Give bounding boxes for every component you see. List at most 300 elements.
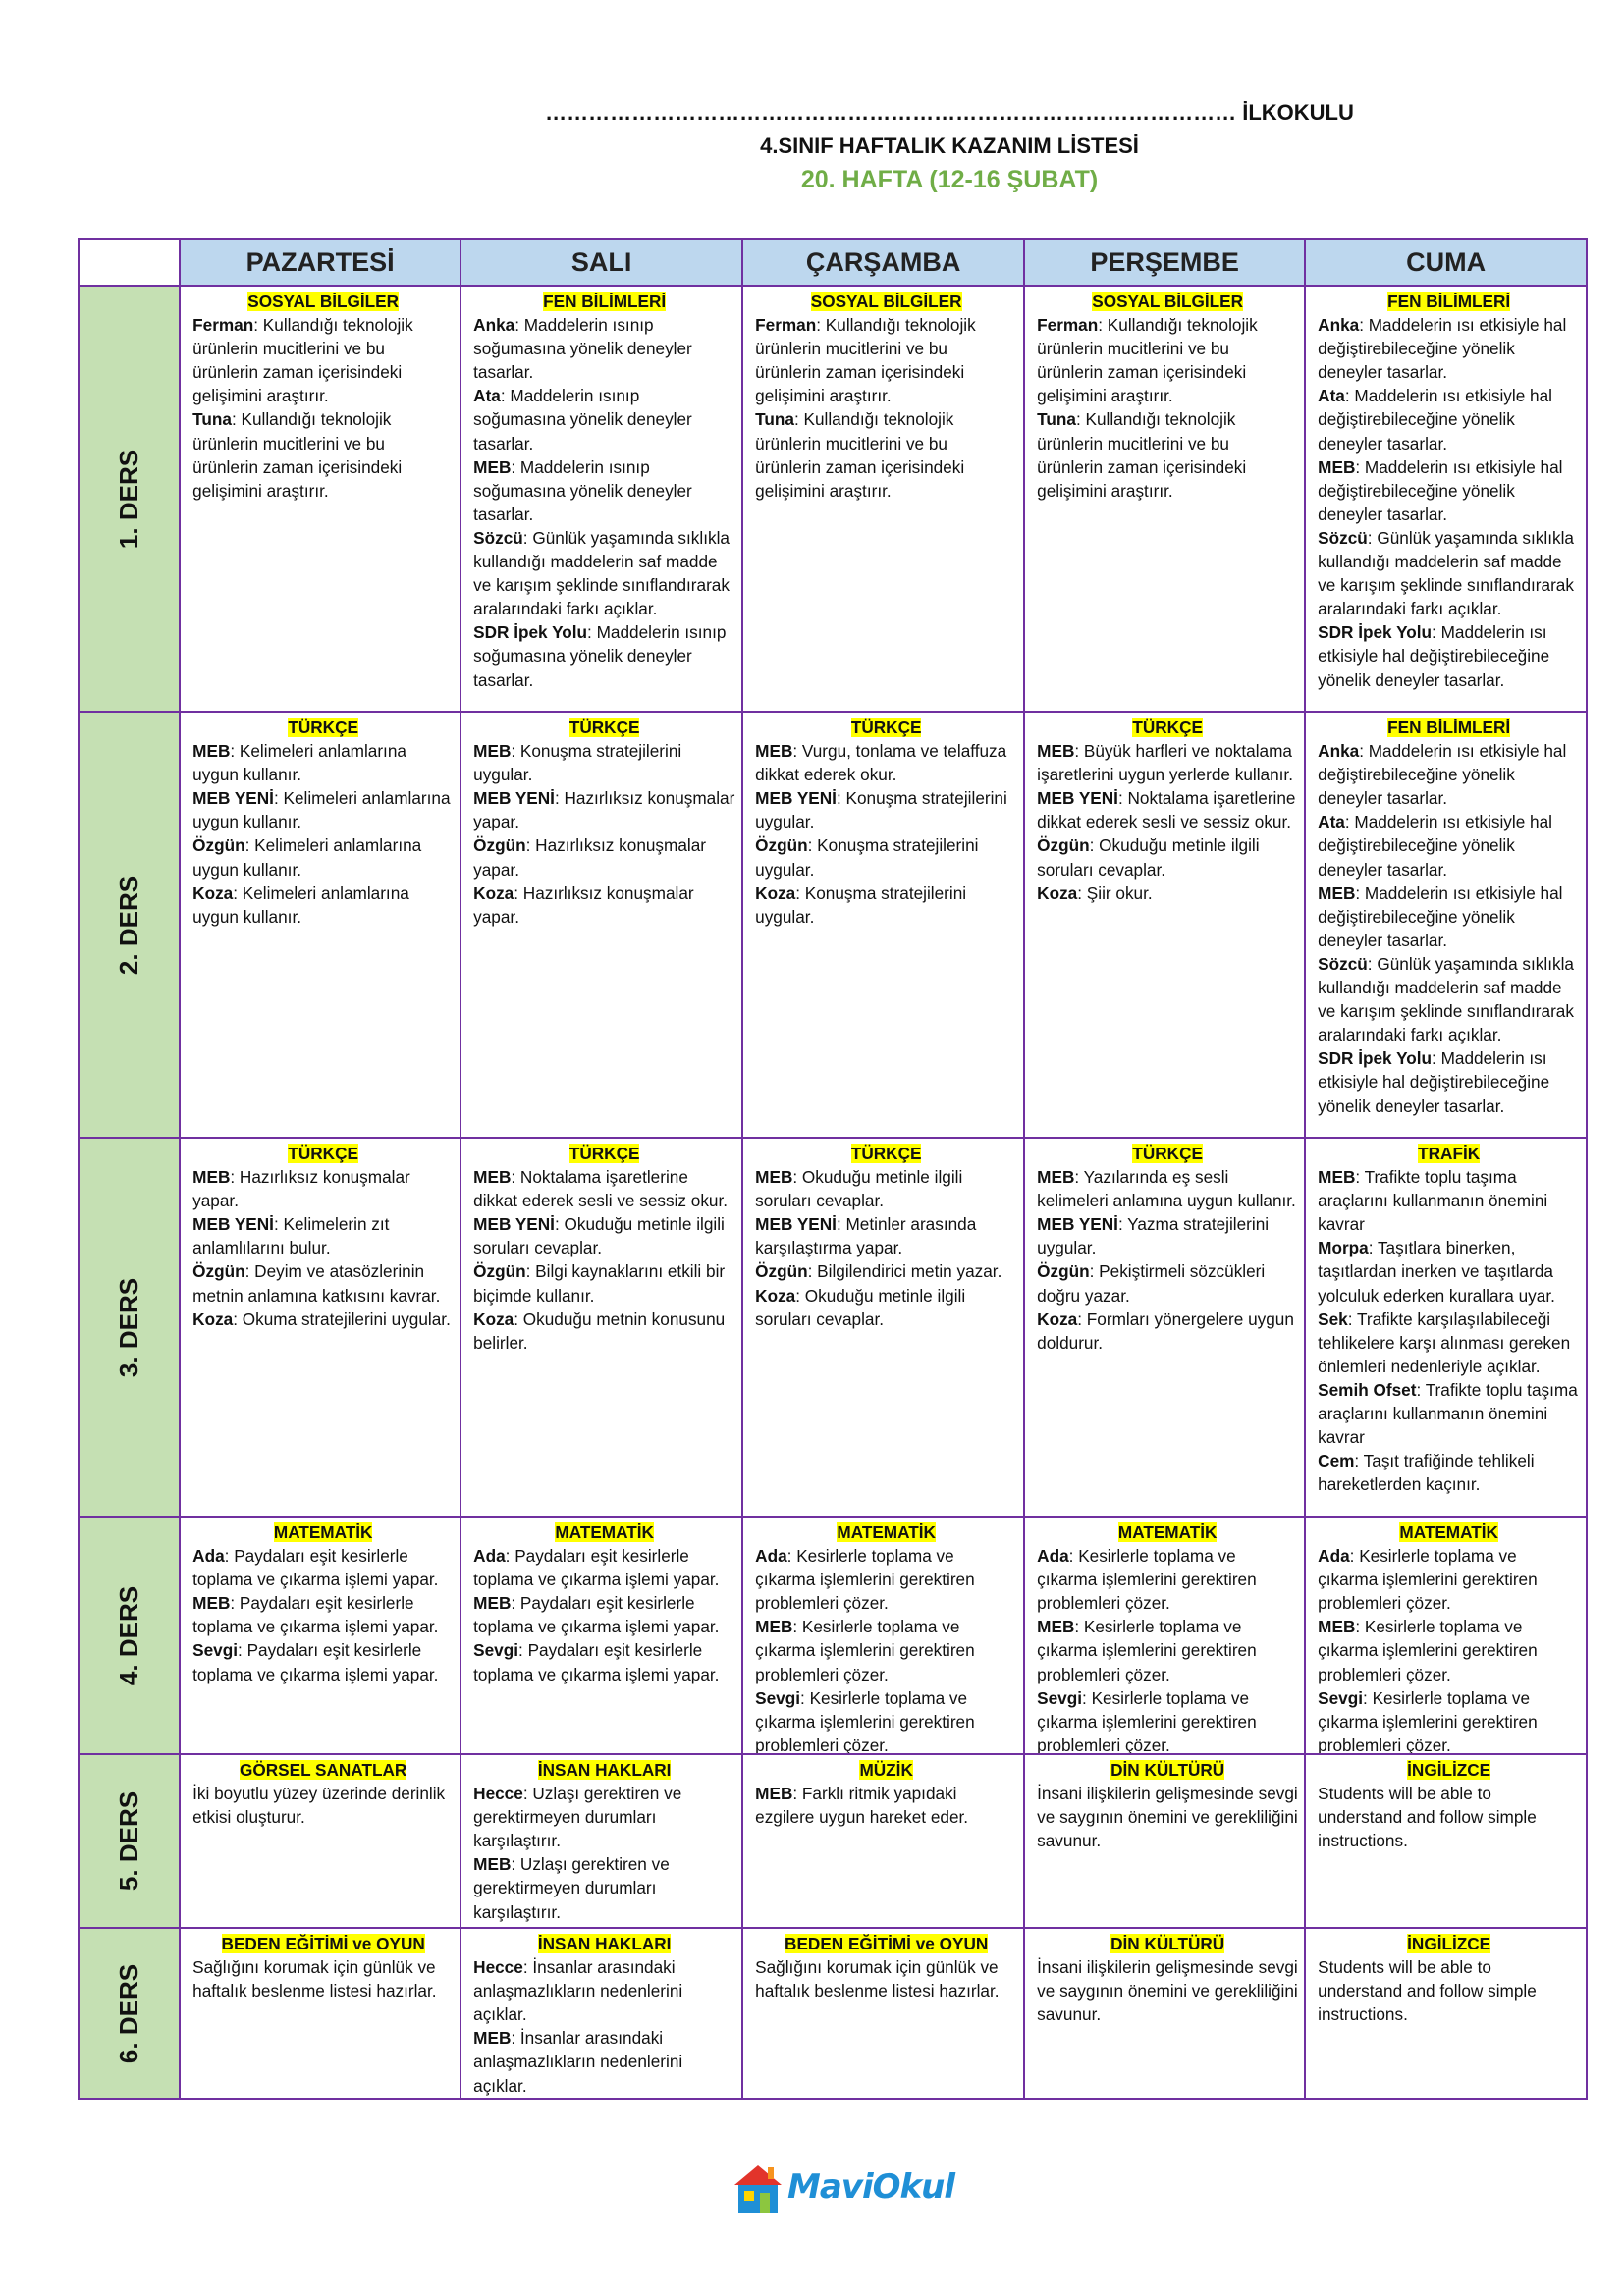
objective-text: : İnsanlar arasındaki anlaşmazlıkların nedenlerini açıklar. bbox=[473, 1957, 683, 2025]
subject-label bbox=[755, 1932, 1017, 1955]
objective-entry bbox=[192, 1165, 454, 1212]
objective-text: : Konuşma stratejilerini uygular. bbox=[755, 788, 1007, 832]
objective-text: : Maddelerin ısı etkisiyle hal değiştirebileceğine yönelik deneyler tasarlar. bbox=[1318, 315, 1567, 383]
logo-text: MaviOkul bbox=[787, 2167, 954, 2207]
objective-entry bbox=[1037, 1212, 1298, 1259]
objective-text: : Trafikte toplu taşıma araçlarını kullanmanın önemini kavrar bbox=[1318, 1379, 1578, 1448]
objective-entry bbox=[192, 1544, 454, 1591]
cell-content bbox=[181, 287, 460, 711]
objective-entry bbox=[192, 739, 454, 786]
subject-label-text: MATEMATİK bbox=[273, 1522, 373, 1542]
objective-entry bbox=[755, 1615, 1017, 1685]
subject-label bbox=[1318, 1758, 1580, 1782]
objective-text: : Maddelerin ısı etkisiyle hal değiştirebileceğine yönelik deneyler tasarlar. bbox=[1318, 1048, 1550, 1116]
schedule-cell bbox=[742, 712, 1024, 1138]
objective-entry bbox=[755, 1955, 1017, 2002]
schedule-cell bbox=[742, 1517, 1024, 1754]
schedule-cell bbox=[1305, 1138, 1587, 1517]
lesson-row bbox=[79, 1928, 1587, 2099]
objective-entry bbox=[1318, 810, 1580, 881]
objective-text: : Kesirlerle toplama ve çıkarma işlemlerini gerektiren problemleri çözer. bbox=[1037, 1546, 1257, 1614]
objective-text: : Yazılarında eş sesli kelimeleri anlamına uygun kullanır. bbox=[1037, 1167, 1296, 1211]
subject-label-text: DİN KÜLTÜRÜ bbox=[1110, 1934, 1225, 1953]
source-name: SDR İpek Yolu bbox=[473, 622, 588, 643]
subject-label-text: FEN BİLİMLERİ bbox=[1387, 292, 1511, 311]
source-name: Özgün bbox=[755, 1261, 808, 1282]
objective-entry bbox=[1318, 1544, 1580, 1615]
subject-label-text: TÜRKÇE bbox=[288, 718, 358, 737]
lesson-label-text: 3. DERS bbox=[114, 1277, 144, 1377]
objective-text: : Kesirlerle toplama ve çıkarma işlemlerini gerektiren problemleri çözer. bbox=[1037, 1617, 1257, 1684]
source-name: Koza bbox=[755, 882, 796, 903]
source-name: Koza bbox=[192, 1308, 234, 1329]
source-name: Koza bbox=[1037, 1308, 1078, 1329]
objective-text: : Bilgilendirici metin yazar. bbox=[807, 1261, 1002, 1282]
objective-text: : Hazırlıksız konuşmalar yapar. bbox=[473, 788, 735, 832]
day-header: ÇARŞAMBA bbox=[742, 239, 1024, 286]
source-name: Ata bbox=[473, 386, 501, 406]
source-name: MEB YENİ bbox=[192, 788, 274, 809]
source-name: MEB bbox=[1318, 1167, 1356, 1188]
source-name: Sevgi bbox=[755, 1687, 801, 1708]
cell-content bbox=[1025, 713, 1304, 1137]
source-name: Tuna bbox=[755, 409, 794, 430]
objective-entry bbox=[755, 407, 1017, 502]
subject-label-text: İNSAN HAKLARI bbox=[537, 1760, 672, 1780]
lesson-label bbox=[79, 1754, 180, 1928]
schedule-cell bbox=[180, 1754, 460, 1928]
subject-label-text: TÜRKÇE bbox=[288, 1144, 358, 1163]
source-name: Sevgi bbox=[192, 1640, 239, 1661]
cell-content bbox=[461, 1755, 741, 1927]
objective-text: : Pekiştirmeli sözcükleri doğru yazar. bbox=[1037, 1261, 1266, 1306]
objective-text: : Paydaları eşit kesirlerle toplama ve çıkarma işlemi yapar. bbox=[192, 1640, 439, 1684]
source-name: Sözcü bbox=[1318, 953, 1368, 974]
source-name: MEB bbox=[192, 1167, 231, 1188]
schedule-cell bbox=[1024, 1754, 1305, 1928]
objective-entry bbox=[755, 1686, 1017, 1753]
source-name: Özgün bbox=[192, 835, 245, 856]
objective-entry bbox=[473, 526, 735, 620]
objective-entry bbox=[192, 1955, 454, 2002]
schedule-cell bbox=[460, 1754, 742, 1928]
source-name: Özgün bbox=[473, 1261, 526, 1282]
source-name: Hecce bbox=[473, 1957, 523, 1978]
objective-entry bbox=[1318, 1782, 1580, 1852]
objective-entry bbox=[755, 833, 1017, 881]
objective-entry bbox=[755, 881, 1017, 929]
schedule-cell bbox=[180, 1517, 460, 1754]
subject-label-text: SOSYAL BİLGİLER bbox=[247, 292, 400, 311]
subject-label bbox=[192, 1758, 454, 1782]
objective-text: : Maddelerin ısı etkisiyle hal değiştirebileceğine yönelik deneyler tasarlar. bbox=[1318, 812, 1552, 880]
subject-label-text: MÜZİK bbox=[859, 1760, 913, 1780]
corner-cell bbox=[79, 239, 180, 286]
source-name: Ferman bbox=[755, 315, 817, 336]
source-name: MEB bbox=[473, 2028, 512, 2049]
source-name: Morpa bbox=[1318, 1238, 1369, 1258]
objective-entry bbox=[1318, 881, 1580, 952]
objective-text: : Deyim ve atasözlerinin metnin anlamına katkısını kavrar. bbox=[192, 1261, 441, 1306]
source-name: Anka bbox=[1318, 315, 1360, 336]
objective-entry bbox=[1037, 881, 1298, 905]
objective-entry bbox=[1037, 1259, 1298, 1307]
objective-text: : Kullandığı teknolojik ürünlerin mucitlerini ve bu ürünlerin zaman içerisindeki gelişimini araştırır. bbox=[755, 315, 976, 406]
weekly-schedule-table bbox=[78, 238, 1588, 2100]
source-name: Sevgi bbox=[1037, 1687, 1083, 1708]
subject-label-text: İNGİLİZCE bbox=[1407, 1934, 1491, 1953]
objective-entry bbox=[1318, 313, 1580, 384]
subject-label-text: MATEMATİK bbox=[1117, 1522, 1218, 1542]
cell-content bbox=[181, 1755, 460, 1927]
schedule-cell bbox=[460, 1928, 742, 2099]
source-name: MEB bbox=[1318, 882, 1356, 903]
subject-label-text: BEDEN EĞİTİMİ ve OYUN bbox=[221, 1934, 425, 1953]
objective-text: : İnsanlar arasındaki anlaşmazlıkların nedenlerini açıklar. bbox=[473, 2028, 683, 2096]
objective-entry bbox=[1037, 1165, 1298, 1212]
objective-entry bbox=[1318, 952, 1580, 1046]
objective-entry bbox=[473, 1591, 735, 1638]
lesson-row bbox=[79, 1754, 1587, 1928]
source-name: MEB bbox=[473, 741, 512, 762]
source-name: MEB bbox=[473, 1167, 512, 1188]
objective-entry bbox=[192, 881, 454, 929]
lesson-row bbox=[79, 712, 1587, 1138]
objective-text: : Okuduğu metinle ilgili soruları cevaplar. bbox=[1037, 835, 1260, 880]
objective-text: : Vurgu, tonlama ve telaffuza dikkat ederek okur. bbox=[755, 741, 1007, 785]
objective-text: : Yazma stratejilerini uygular. bbox=[1037, 1214, 1270, 1258]
source-name: MEB bbox=[755, 1167, 793, 1188]
subject-label bbox=[1037, 290, 1298, 313]
cell-content bbox=[1025, 1139, 1304, 1516]
objective-entry bbox=[1037, 833, 1298, 881]
source-name: Sevgi bbox=[473, 1640, 519, 1661]
objective-text: : Metinler arasında karşılaştırma yapar. bbox=[755, 1214, 977, 1258]
objective-text: : Kullandığı teknolojik ürünlerin mucitlerini ve bu ürünlerin zaman içerisindeki gelişimini araştırır. bbox=[1037, 315, 1258, 406]
objective-entry bbox=[755, 1212, 1017, 1259]
subject-label-text: SOSYAL BİLGİLER bbox=[1092, 292, 1244, 311]
source-name: Ata bbox=[1318, 812, 1345, 832]
objective-entry bbox=[1318, 526, 1580, 620]
objective-text: : Konuşma stratejilerini uygular. bbox=[755, 835, 979, 880]
objective-entry bbox=[1318, 1955, 1580, 2026]
source-name: Ata bbox=[1318, 386, 1345, 406]
objective-text: : Okuduğu metinle ilgili soruları cevaplar. bbox=[755, 1285, 966, 1329]
objective-entry bbox=[1037, 1686, 1298, 1753]
source-name: MEB bbox=[1318, 1617, 1356, 1637]
objective-entry bbox=[473, 1259, 735, 1307]
objective-entry bbox=[755, 1259, 1017, 1283]
subject-label bbox=[755, 1142, 1017, 1165]
objective-text: : Formları yönergelere uygun doldurur. bbox=[1037, 1308, 1294, 1353]
objective-entry bbox=[755, 786, 1017, 833]
schedule-cell bbox=[1024, 1928, 1305, 2099]
source-name: Ada bbox=[755, 1546, 787, 1567]
objective-entry bbox=[1318, 1165, 1580, 1236]
subject-label bbox=[1037, 1521, 1298, 1544]
objective-text: : Kelimeleri anlamlarına uygun kullanır. bbox=[192, 882, 409, 927]
objective-text: : Noktalama işaretlerine dikkat ederek sesli ve sessiz okur. bbox=[473, 1167, 729, 1211]
cell-content bbox=[461, 287, 741, 711]
schedule-cell bbox=[460, 286, 742, 712]
cell-content bbox=[1025, 1518, 1304, 1753]
source-name: MEB YENİ bbox=[755, 788, 837, 809]
objective-entry bbox=[1037, 1782, 1298, 1852]
objective-text: : Hazırlıksız konuşmalar yapar. bbox=[473, 882, 694, 927]
objective-text: : Paydaları eşit kesirlerle toplama ve çıkarma işlemi yapar. bbox=[473, 1593, 720, 1637]
objective-text: : Farklı ritmik yapıdaki ezgilere uygun hareket eder. bbox=[755, 1784, 969, 1828]
schedule-cell bbox=[460, 1517, 742, 1754]
source-name: MEB YENİ bbox=[473, 788, 555, 809]
objective-entry bbox=[1318, 739, 1580, 810]
objective-text: : Uzlaşı gerektiren ve gerektirmeyen durumları karşılaştırır. bbox=[473, 1784, 682, 1851]
cell-content bbox=[1025, 1755, 1304, 1927]
subject-label-text: MATEMATİK bbox=[1399, 1522, 1498, 1542]
objective-entry bbox=[755, 1544, 1017, 1615]
objective-text: : Okuma stratejilerini uygular. bbox=[233, 1308, 451, 1329]
objective-entry bbox=[473, 1955, 735, 2026]
objective-text: : Okuduğu metinle ilgili soruları cevaplar. bbox=[473, 1214, 725, 1258]
cell-content bbox=[181, 1518, 460, 1753]
subject-label bbox=[473, 1758, 735, 1782]
source-name: Özgün bbox=[192, 1261, 245, 1282]
cell-content bbox=[181, 1929, 460, 2098]
cell-content bbox=[461, 713, 741, 1137]
objective-entry bbox=[1037, 786, 1298, 833]
source-name: MEB bbox=[192, 741, 231, 762]
house-logo-icon bbox=[731, 2160, 785, 2218]
objective-entry bbox=[192, 1212, 454, 1259]
subject-label bbox=[473, 290, 735, 313]
schedule-cell bbox=[742, 286, 1024, 712]
cell-content bbox=[743, 1755, 1023, 1927]
objective-entry bbox=[1318, 384, 1580, 454]
source-name: MEB bbox=[473, 1854, 512, 1875]
objective-entry bbox=[473, 881, 735, 929]
source-name: Anka bbox=[473, 315, 515, 336]
source-name: Tuna bbox=[1037, 409, 1076, 430]
objective-entry bbox=[473, 1544, 735, 1591]
objective-entry bbox=[192, 1638, 454, 1685]
cell-content bbox=[743, 1518, 1023, 1753]
objective-text: : Noktalama işaretlerine dikkat ederek sesli ve sessiz okur. bbox=[1037, 788, 1296, 832]
objective-text: : Kesirlerle toplama ve çıkarma işlemlerini gerektiren problemleri çözer. bbox=[755, 1546, 975, 1614]
lesson-label-text: 5. DERS bbox=[114, 1790, 144, 1892]
objective-entry bbox=[192, 833, 454, 881]
objective-text: : Kelimelerin zıt anlamlılarını bulur. bbox=[192, 1214, 390, 1258]
objective-entry bbox=[1318, 1686, 1580, 1753]
list-title: 4.SINIF HAFTALIK KAZANIM LİSTESİ bbox=[760, 133, 1139, 158]
objective-entry bbox=[473, 1852, 735, 1923]
objective-text: : Taşıt trafiğinde tehlikeli hareketlerden kaçınır. bbox=[1318, 1451, 1535, 1495]
objective-text: : Okuduğu metinle ilgili soruları cevaplar. bbox=[755, 1167, 963, 1211]
subject-label bbox=[192, 1521, 454, 1544]
schedule-cell bbox=[1305, 712, 1587, 1138]
objective-entry bbox=[473, 1638, 735, 1685]
objective-text: : Kesirlerle toplama ve çıkarma işlemlerini gerektiren problemleri çözer. bbox=[755, 1687, 975, 1753]
objective-text: : Paydaları eşit kesirlerle toplama ve çıkarma işlemi yapar. bbox=[473, 1546, 720, 1590]
cell-content bbox=[1306, 1518, 1586, 1753]
objective-text: : Kesirlerle toplama ve çıkarma işlemlerini gerektiren problemleri çözer. bbox=[1037, 1687, 1257, 1753]
objective-text: : Şiir okur. bbox=[1077, 882, 1153, 903]
objective-entry bbox=[473, 384, 735, 454]
objective-text: : Maddelerin ısınıp soğumasına yönelik deneyler tasarlar. bbox=[473, 386, 692, 454]
objective-text: : Kesirlerle toplama ve çıkarma işlemlerini gerektiren problemleri çözer. bbox=[755, 1617, 975, 1684]
subject-label-text: TRAFİK bbox=[1418, 1144, 1481, 1163]
objective-text: : Maddelerin ısınıp soğumasına yönelik deneyler tasarlar. bbox=[473, 622, 727, 690]
objective-entry bbox=[1318, 1615, 1580, 1685]
subject-label bbox=[1037, 1142, 1298, 1165]
subject-label bbox=[192, 1142, 454, 1165]
source-name: MEB YENİ bbox=[1037, 788, 1118, 809]
objective-entry bbox=[755, 313, 1017, 407]
objective-entry bbox=[192, 407, 454, 502]
subject-label bbox=[1037, 1932, 1298, 1955]
objective-text: : Maddelerin ısı etkisiyle hal değiştirebileceğine yönelik deneyler tasarlar. bbox=[1318, 622, 1550, 690]
source-name: Sek bbox=[1318, 1308, 1348, 1329]
objective-text: : Kelimeleri anlamlarına uygun kullanır. bbox=[192, 741, 406, 785]
subject-label-text: TÜRKÇE bbox=[850, 718, 922, 737]
cell-content bbox=[461, 1518, 741, 1753]
subject-label-text: MATEMATİK bbox=[555, 1522, 654, 1542]
source-name: Sözcü bbox=[473, 527, 523, 548]
source-name: MEB bbox=[1037, 1167, 1075, 1188]
subject-label-text: SOSYAL BİLGİLER bbox=[810, 292, 962, 311]
subject-label-text: FEN BİLİMLERİ bbox=[543, 292, 667, 311]
source-name: MEB YENİ bbox=[473, 1214, 555, 1235]
objective-text: : Uzlaşı gerektiren ve gerektirmeyen durumları karşılaştırır. bbox=[473, 1854, 670, 1922]
cell-content bbox=[743, 1139, 1023, 1516]
source-name: Semih Ofset bbox=[1318, 1379, 1417, 1400]
objective-text: : Paydaları eşit kesirlerle toplama ve çıkarma işlemi yapar. bbox=[473, 1640, 720, 1684]
objective-text: : Kesirlerle toplama ve çıkarma işlemlerini gerektiren problemleri çözer. bbox=[1318, 1546, 1538, 1614]
objective-text: : Hazırlıksız konuşmalar yapar. bbox=[192, 1167, 410, 1211]
objective-entry bbox=[192, 1591, 454, 1638]
source-name: Koza bbox=[1037, 882, 1078, 903]
cell-content bbox=[461, 1929, 741, 2098]
schedule-cell bbox=[1305, 1928, 1587, 2099]
source-name: MEB bbox=[1037, 741, 1075, 762]
objective-entry bbox=[755, 1284, 1017, 1331]
source-name: MEB bbox=[755, 1784, 793, 1804]
source-name: Koza bbox=[473, 1308, 514, 1329]
objective-text: : Maddelerin ısı etkisiyle hal değiştirebileceğine yönelik deneyler tasarlar. bbox=[1318, 456, 1563, 524]
source-name: Ada bbox=[1318, 1546, 1350, 1567]
source-name: MEB YENİ bbox=[755, 1214, 837, 1235]
source-name: Ada bbox=[192, 1546, 225, 1567]
cell-content bbox=[1306, 1929, 1586, 2098]
subject-label bbox=[473, 1521, 735, 1544]
objective-text: : Taşıtlara binerken, taşıtlardan inerken ve taşıtlarda yolculuk ederken kurallara uyar. bbox=[1318, 1238, 1555, 1306]
source-name: MEB bbox=[192, 1593, 231, 1614]
objective-entry bbox=[755, 1782, 1017, 1829]
subject-label bbox=[1318, 1521, 1580, 1544]
schedule-cell bbox=[180, 1928, 460, 2099]
lesson-label-text: 4. DERS bbox=[114, 1585, 144, 1685]
schedule-cell bbox=[742, 1928, 1024, 2099]
source-name: MEB bbox=[1037, 1617, 1075, 1637]
objective-entry bbox=[1037, 313, 1298, 407]
objective-entry bbox=[473, 455, 735, 526]
day-header-row bbox=[79, 239, 1587, 286]
subject-label-text: MATEMATİK bbox=[837, 1522, 936, 1542]
source-name: MEB bbox=[473, 1593, 512, 1614]
objective-text: : Maddelerin ısı etkisiyle hal değiştirebileceğine yönelik deneyler tasarlar. bbox=[1318, 386, 1552, 454]
objective-text: İnsani ilişkilerin gelişmesinde sevgi ve saygının önemini ve gerekliliğini savunur. bbox=[1037, 1957, 1298, 2025]
cell-content bbox=[1306, 713, 1586, 1137]
subject-label-text: BEDEN EĞİTİMİ ve OYUN bbox=[785, 1934, 989, 1953]
objective-text: : Kesirlerle toplama ve çıkarma işlemlerini gerektiren problemleri çözer. bbox=[1318, 1617, 1538, 1684]
objective-entry bbox=[473, 833, 735, 881]
source-name: Ada bbox=[473, 1546, 506, 1567]
lesson-label-text: 6. DERS bbox=[114, 1963, 144, 2063]
objective-text: : Konuşma stratejilerini uygular. bbox=[473, 741, 682, 785]
subject-label bbox=[473, 1932, 735, 1955]
subject-label bbox=[192, 290, 454, 313]
source-name: Ada bbox=[1037, 1546, 1069, 1567]
lesson-label bbox=[79, 712, 180, 1138]
subject-label-text: FEN BİLİMLERİ bbox=[1387, 718, 1511, 737]
objective-entry bbox=[1037, 1615, 1298, 1685]
objective-entry bbox=[192, 313, 454, 407]
subject-label-text: TÜRKÇE bbox=[1132, 718, 1203, 737]
lesson-label bbox=[79, 286, 180, 712]
lesson-row bbox=[79, 1517, 1587, 1754]
objective-entry bbox=[473, 786, 735, 833]
objective-entry bbox=[192, 1308, 454, 1331]
cell-content bbox=[743, 713, 1023, 1137]
objective-entry bbox=[1318, 1236, 1580, 1307]
objective-entry bbox=[1318, 1449, 1580, 1496]
objective-text: : Trafikte karşılaşılabileceği tehlikelere karşı alınması gereken önlemleri nedenleriyle açıklar. bbox=[1318, 1308, 1571, 1376]
objective-entry bbox=[1318, 1308, 1580, 1378]
subject-label bbox=[755, 290, 1017, 313]
objective-entry bbox=[192, 786, 454, 833]
schedule-cell bbox=[1024, 1517, 1305, 1754]
source-name: Hecce bbox=[473, 1784, 523, 1804]
subject-label-text: İNSAN HAKLARI bbox=[537, 1934, 672, 1953]
source-name: MEB bbox=[1318, 456, 1356, 477]
day-header: CUMA bbox=[1305, 239, 1587, 286]
subject-label-text: İNGİLİZCE bbox=[1407, 1760, 1491, 1780]
schedule-cell bbox=[1305, 1754, 1587, 1928]
subject-label bbox=[755, 1521, 1017, 1544]
subject-label-text: GÖRSEL SANATLAR bbox=[240, 1760, 407, 1780]
cell-content bbox=[181, 1139, 460, 1516]
source-name: MEB bbox=[755, 1617, 793, 1637]
subject-label-text: TÜRKÇE bbox=[1132, 1144, 1203, 1163]
objective-entry bbox=[1318, 1046, 1580, 1117]
maviokul-logo bbox=[731, 2160, 954, 2218]
source-name: Özgün bbox=[755, 835, 808, 856]
day-header: SALI bbox=[460, 239, 742, 286]
objective-text: : Paydaları eşit kesirlerle toplama ve çıkarma işlemi yapar. bbox=[192, 1593, 439, 1637]
objective-entry bbox=[473, 1308, 735, 1355]
school-name-line: …………………………………………………………………………………… İLKOKULU bbox=[545, 100, 1354, 125]
objective-text: : Kullandığı teknolojik ürünlerin mucitlerini ve bu ürünlerin zaman içerisindeki gelişimini araştırır. bbox=[192, 315, 413, 406]
source-name: MEB YENİ bbox=[192, 1214, 274, 1235]
source-name: MEB YENİ bbox=[1037, 1214, 1118, 1235]
objective-text: Students will be able to understand and follow simple instructions. bbox=[1318, 1957, 1537, 2025]
subject-label bbox=[1318, 290, 1580, 313]
source-name: Sevgi bbox=[1318, 1687, 1364, 1708]
objective-text: İnsani ilişkilerin gelişmesinde sevgi ve saygının önemini ve gerekliliğini savunur. bbox=[1037, 1784, 1298, 1851]
day-header: PERŞEMBE bbox=[1024, 239, 1305, 286]
lesson-row bbox=[79, 1138, 1587, 1517]
objective-entry bbox=[473, 739, 735, 786]
day-header: PAZARTESİ bbox=[180, 239, 460, 286]
schedule-cell bbox=[742, 1138, 1024, 1517]
